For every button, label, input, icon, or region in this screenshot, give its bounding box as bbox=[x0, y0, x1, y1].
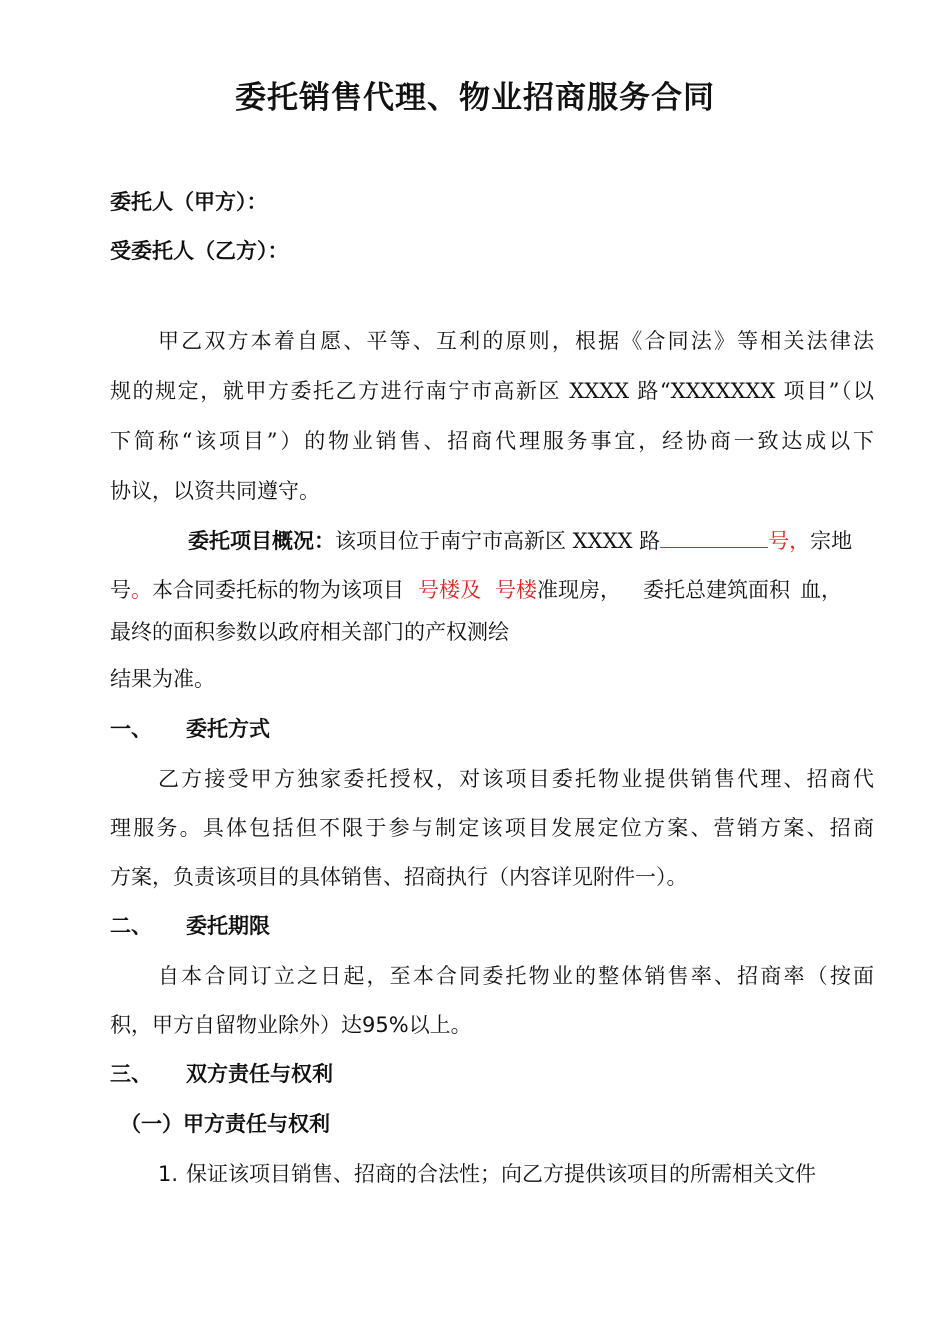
section-2-line-2 bbox=[110, 1011, 875, 1039]
party-a-label: 委托人（甲方）： bbox=[110, 190, 268, 214]
section-1-line-3: 方案，负责该项目的具体销售、招商执行（内容详见附件一）。 bbox=[110, 865, 688, 889]
overview-l2-g: 委托总建筑面积 bbox=[643, 578, 790, 602]
intro-line-2: 规的规定，就甲方委托乙方进行南宁市高新区 XXXX 路“XXXXXXX 项目”（以 bbox=[110, 379, 874, 403]
overview-label: 委托项目概况： bbox=[188, 529, 335, 553]
overview-location: 该项目位于南宁市高新区 XXXX 路 bbox=[335, 529, 661, 553]
party-b-label: 受委托人（乙方）： bbox=[110, 239, 289, 263]
section-2-percent: 95% bbox=[362, 1013, 409, 1037]
overview-parcel: 宗地 bbox=[810, 529, 853, 553]
overview-l2-h: 血， bbox=[800, 578, 842, 602]
item-1-number: 1. bbox=[158, 1162, 179, 1186]
overview-l2-c: 本合同委托标的物为该项目 bbox=[152, 578, 404, 602]
overview-l2-a: 号 bbox=[110, 578, 131, 602]
section-1-line-1: 乙方接受甲方独家委托授权，对该项目委托物业提供销售代理、招商代 bbox=[158, 767, 874, 791]
section-2-title: 委托期限 bbox=[186, 914, 270, 938]
overview-line-2 bbox=[110, 576, 875, 604]
blank-number bbox=[660, 527, 768, 548]
section-1-title: 委托方式 bbox=[186, 717, 270, 741]
overview-line-4: 结果为准。 bbox=[110, 667, 215, 691]
section-3-heading bbox=[110, 1060, 875, 1088]
section-2-line-1: 自本合同订立之日起，至本合同委托物业的整体销售率、招商率（按面 bbox=[158, 964, 874, 988]
overview-line-1 bbox=[188, 527, 878, 555]
section-2-number: 二、 bbox=[110, 914, 152, 938]
section-3-number: 三、 bbox=[110, 1062, 152, 1086]
document-title: 委托销售代理、物业招商服务合同 bbox=[235, 80, 715, 116]
section-3-subheading: （一）甲方责任与权利 bbox=[120, 1112, 330, 1136]
item-1-text: 保证该项目销售、招商的合法性；向乙方提供该项目的所需相关文件 bbox=[186, 1162, 817, 1186]
overview-building-a: 号楼及 bbox=[418, 578, 481, 602]
section-2-l2-c: 以上。 bbox=[408, 1013, 472, 1037]
section-1-line-2: 理服务。具体包括但不限于参与制定该项目发展定位方案、营销方案、招商 bbox=[110, 816, 874, 840]
section-1-heading bbox=[110, 715, 875, 743]
intro-line-3: 下简称“该项目”）的物业销售、招商代理服务事宜，经协商一致达成以下 bbox=[110, 429, 874, 453]
intro-line-4: 协议，以资共同遵守。 bbox=[110, 479, 320, 503]
overview-l2-b: 。 bbox=[131, 578, 152, 602]
overview-l2-f: 准现房， bbox=[537, 578, 621, 602]
overview-line-3: 最终的面积参数以政府相关部门的产权测绘 bbox=[110, 620, 509, 644]
section-2-l2-a: 积，甲方自留物业除外）达 bbox=[110, 1013, 362, 1037]
overview-number-suffix: 号， bbox=[768, 529, 811, 553]
section-2-heading bbox=[110, 912, 875, 940]
intro-line-1: 甲乙双方本着自愿、平等、互利的原则，根据《合同法》等相关法律法 bbox=[158, 329, 874, 353]
section-3-item-1 bbox=[158, 1160, 874, 1188]
section-3-title: 双方责任与权利 bbox=[186, 1062, 333, 1086]
section-1-number: 一、 bbox=[110, 717, 152, 741]
overview-building-b: 号楼 bbox=[495, 578, 537, 602]
